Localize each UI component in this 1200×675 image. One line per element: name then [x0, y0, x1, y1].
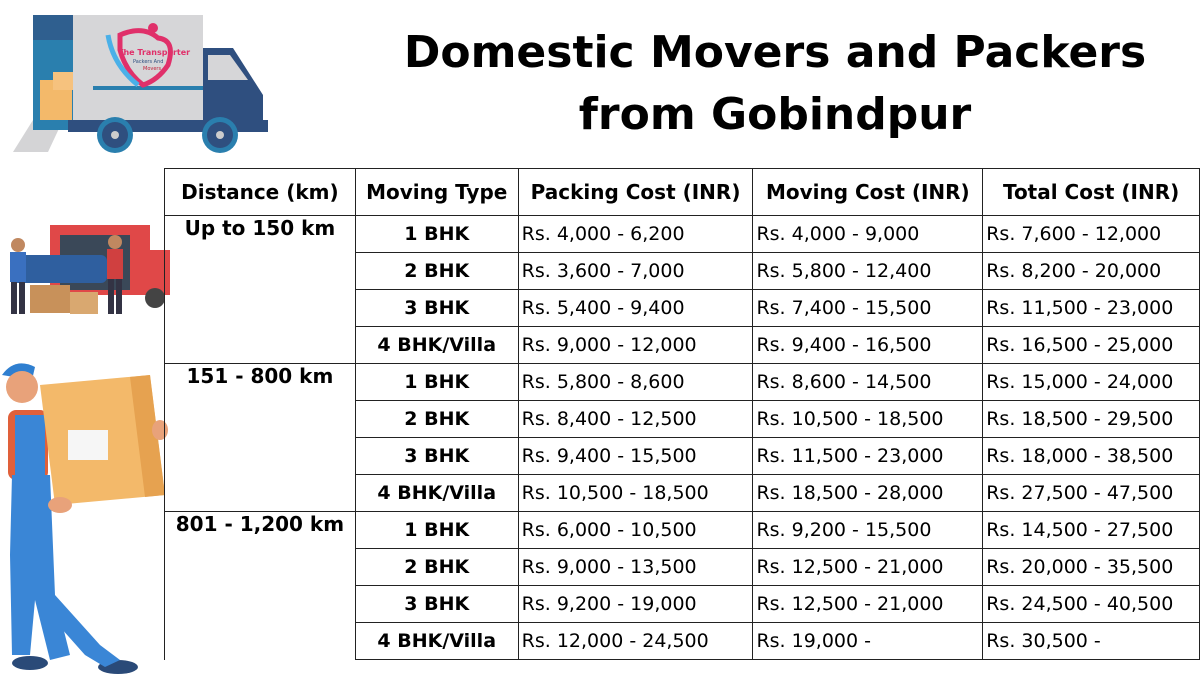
- total-cost-cell: Rs. 24,500 - 40,500: [983, 586, 1200, 623]
- worker-with-box-illustration: [0, 355, 172, 675]
- svg-text:Packers And: Packers And: [133, 59, 164, 65]
- total-cost-cell: Rs. 7,600 - 12,000: [983, 216, 1200, 253]
- moving-type-cell: 2 BHK: [355, 253, 518, 290]
- total-cost-cell: Rs. 16,500 - 25,000: [983, 327, 1200, 364]
- svg-text:The Transporter: The Transporter: [118, 48, 191, 57]
- distance-cell: [165, 401, 356, 438]
- moving-type-cell: 4 BHK/Villa: [355, 623, 518, 660]
- moving-cost-cell: Rs. 7,400 - 15,500: [753, 290, 983, 327]
- moving-cost-cell: Rs. 4,000 - 9,000: [753, 216, 983, 253]
- distance-cell: [165, 549, 356, 586]
- distance-cell: [165, 586, 356, 623]
- distance-cell: [165, 290, 356, 327]
- total-cost-cell: Rs. 18,000 - 38,500: [983, 438, 1200, 475]
- moving-type-cell: 3 BHK: [355, 290, 518, 327]
- total-cost-cell: Rs. 30,500 -: [983, 623, 1200, 660]
- moving-cost-cell: Rs. 11,500 - 23,000: [753, 438, 983, 475]
- table-row: [165, 364, 1200, 401]
- table-row: [165, 253, 1200, 290]
- svg-text:Movers: Movers: [143, 66, 162, 72]
- total-cost-cell: Rs. 27,500 - 47,500: [983, 475, 1200, 512]
- total-cost-cell: Rs. 18,500 - 29,500: [983, 401, 1200, 438]
- packing-cost-cell: Rs. 9,400 - 15,500: [518, 438, 753, 475]
- packing-cost-cell: Rs. 12,000 - 24,500: [518, 623, 753, 660]
- moving-type-cell: 1 BHK: [355, 512, 518, 549]
- moving-cost-cell: Rs. 5,800 - 12,400: [753, 253, 983, 290]
- moving-type-cell: 3 BHK: [355, 438, 518, 475]
- packing-cost-cell: Rs. 6,000 - 10,500: [518, 512, 753, 549]
- moving-type-cell: 1 BHK: [355, 216, 518, 253]
- moving-cost-cell: Rs. 18,500 - 28,000: [753, 475, 983, 512]
- header-moving-type: Moving Type: [355, 169, 518, 216]
- total-cost-cell: Rs. 14,500 - 27,500: [983, 512, 1200, 549]
- distance-cell: [165, 623, 356, 660]
- table-row: [165, 475, 1200, 512]
- packing-cost-cell: Rs. 10,500 - 18,500: [518, 475, 753, 512]
- packing-cost-cell: Rs. 8,400 - 12,500: [518, 401, 753, 438]
- packing-cost-cell: Rs. 9,000 - 12,000: [518, 327, 753, 364]
- header-total-cost: Total Cost (INR): [983, 169, 1200, 216]
- packing-cost-cell: Rs. 9,000 - 13,500: [518, 549, 753, 586]
- moving-cost-cell: Rs. 9,200 - 15,500: [753, 512, 983, 549]
- distance-cell: [165, 438, 356, 475]
- table-row: [165, 327, 1200, 364]
- table-row: [165, 549, 1200, 586]
- table-row: [165, 586, 1200, 623]
- distance-cell: [165, 475, 356, 512]
- movers-illustration: [0, 220, 172, 320]
- moving-cost-cell: Rs. 8,600 - 14,500: [753, 364, 983, 401]
- table-row: [165, 401, 1200, 438]
- packing-cost-cell: Rs. 3,600 - 7,000: [518, 253, 753, 290]
- moving-type-cell: 4 BHK/Villa: [355, 475, 518, 512]
- total-cost-cell: Rs. 8,200 - 20,000: [983, 253, 1200, 290]
- packing-cost-cell: Rs. 5,400 - 9,400: [518, 290, 753, 327]
- moving-type-cell: 3 BHK: [355, 586, 518, 623]
- table-row: [165, 290, 1200, 327]
- table-header-row: [165, 169, 1200, 216]
- header-moving-cost: Moving Cost (INR): [753, 169, 983, 216]
- moving-cost-cell: Rs. 9,400 - 16,500: [753, 327, 983, 364]
- distance-cell: 151 - 800 km: [165, 364, 356, 401]
- distance-cell: 801 - 1,200 km: [165, 512, 356, 549]
- total-cost-cell: Rs. 15,000 - 24,000: [983, 364, 1200, 401]
- packing-cost-cell: Rs. 5,800 - 8,600: [518, 364, 753, 401]
- header-distance: Distance (km): [165, 169, 356, 216]
- total-cost-cell: Rs. 11,500 - 23,000: [983, 290, 1200, 327]
- moving-type-cell: 4 BHK/Villa: [355, 327, 518, 364]
- truck-illustration: [8, 10, 273, 155]
- moving-cost-cell: Rs. 12,500 - 21,000: [753, 586, 983, 623]
- table-row: [165, 623, 1200, 660]
- moving-type-cell: 2 BHK: [355, 549, 518, 586]
- moving-cost-cell: Rs. 19,000 -: [753, 623, 983, 660]
- packing-cost-cell: Rs. 9,200 - 19,000: [518, 586, 753, 623]
- total-cost-cell: Rs. 20,000 - 35,500: [983, 549, 1200, 586]
- moving-cost-cell: Rs. 12,500 - 21,000: [753, 549, 983, 586]
- table-row: [165, 438, 1200, 475]
- table-row: [165, 216, 1200, 253]
- distance-cell: [165, 253, 356, 290]
- header-packing-cost: Packing Cost (INR): [518, 169, 753, 216]
- table-row: [165, 512, 1200, 549]
- moving-type-cell: 1 BHK: [355, 364, 518, 401]
- distance-cell: Up to 150 km: [165, 216, 356, 253]
- moving-cost-cell: Rs. 10,500 - 18,500: [753, 401, 983, 438]
- distance-cell: [165, 327, 356, 364]
- packing-cost-cell: Rs. 4,000 - 6,200: [518, 216, 753, 253]
- pricing-table: [164, 168, 1200, 660]
- page-title: Domestic Movers and Packers from Gobindpur: [403, 27, 1147, 140]
- moving-type-cell: 2 BHK: [355, 401, 518, 438]
